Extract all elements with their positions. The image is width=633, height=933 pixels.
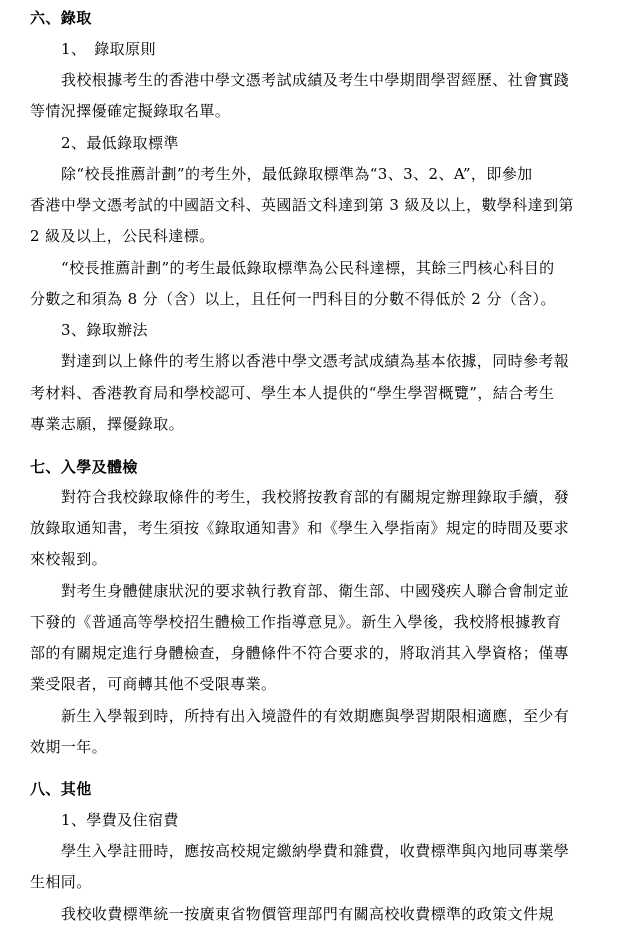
paragraph-line: 我校根據考生的香港中學文憑考試成績及考生中學期間學習經歷、社會實踐 xyxy=(61,71,570,89)
section-7-heading: 七、入學及體檢 xyxy=(30,458,138,476)
paragraph-line: 等情況擇優確定擬錄取名單。 xyxy=(30,102,231,120)
paragraph-line: 下發的《普通高等學校招生體檢工作指導意見》。新生入學後，我校將根據教育 xyxy=(30,613,562,631)
subsection-6-1-title: 1、 錄取原則 xyxy=(61,40,156,58)
paragraph-line: 除“校長推薦計劃”的考生外，最低錄取標準為“3、3、2、A”，即參加 xyxy=(61,165,533,183)
paragraph-line: 部的有關規定進行身體檢查，身體條件不符合要求的，將取消其入學資格；僅專 xyxy=(30,644,570,662)
paragraph-line: “校長推薦計劃”的考生最低錄取標準為公民科達標，其餘三門核心科目的 xyxy=(61,259,555,277)
paragraph-line: 我校收費標準統一按廣東省物價管理部門有關高校收費標準的政策文件規 xyxy=(61,905,554,923)
paragraph-line: 分數之和須為 8 分（含）以上，且任何一門科目的分數不得低於 2 分（含）。 xyxy=(30,290,556,308)
paragraph-line: 專業志願，擇優錄取。 xyxy=(30,415,185,433)
subsection-8-1-title: 1、學費及住宿費 xyxy=(61,811,179,829)
paragraph-line: 學生入學註冊時，應按高校規定繳納學費和雜費，收費標準與內地同專業學 xyxy=(61,842,570,860)
paragraph-line: 對達到以上條件的考生將以香港中學文憑考試成績為基本依據，同時參考報 xyxy=(61,352,570,370)
paragraph-line: 香港中學文憑考試的中國語文科、英國語文科達到第 3 級及以上，數學科達到第 xyxy=(30,196,574,214)
paragraph-line: 2 級及以上，公民科達標。 xyxy=(30,227,215,245)
section-8-heading: 八、其他 xyxy=(30,780,92,798)
paragraph-line: 效期一年。 xyxy=(30,738,108,756)
paragraph-line: 來校報到。 xyxy=(30,550,108,568)
paragraph-line: 對符合我校錄取條件的考生，我校將按教育部的有關規定辦理錄取手續，發 xyxy=(61,488,570,506)
subsection-6-2-title: 2、最低錄取標準 xyxy=(61,134,179,152)
paragraph-line: 業受限者，可商轉其他不受限專業。 xyxy=(30,675,277,693)
paragraph-line: 新生入學報到時，所持有出入境證件的有效期應與學習期限相適應，至少有 xyxy=(61,707,570,725)
subsection-6-3-title: 3、錄取辦法 xyxy=(61,321,148,339)
section-6-heading: 六、錄取 xyxy=(30,9,92,27)
paragraph-line: 生相同。 xyxy=(30,873,92,891)
paragraph-line: 放錄取通知書，考生須按《錄取通知書》和《學生入學指南》規定的時間及要求 xyxy=(30,519,570,537)
paragraph-line: 考材料、香港教育局和學校認可、學生本人提供的“學生學習概覽”，結合考生 xyxy=(30,384,555,402)
paragraph-line: 對考生身體健康狀況的要求執行教育部、衛生部、中國殘疾人聯合會制定並 xyxy=(61,582,570,600)
